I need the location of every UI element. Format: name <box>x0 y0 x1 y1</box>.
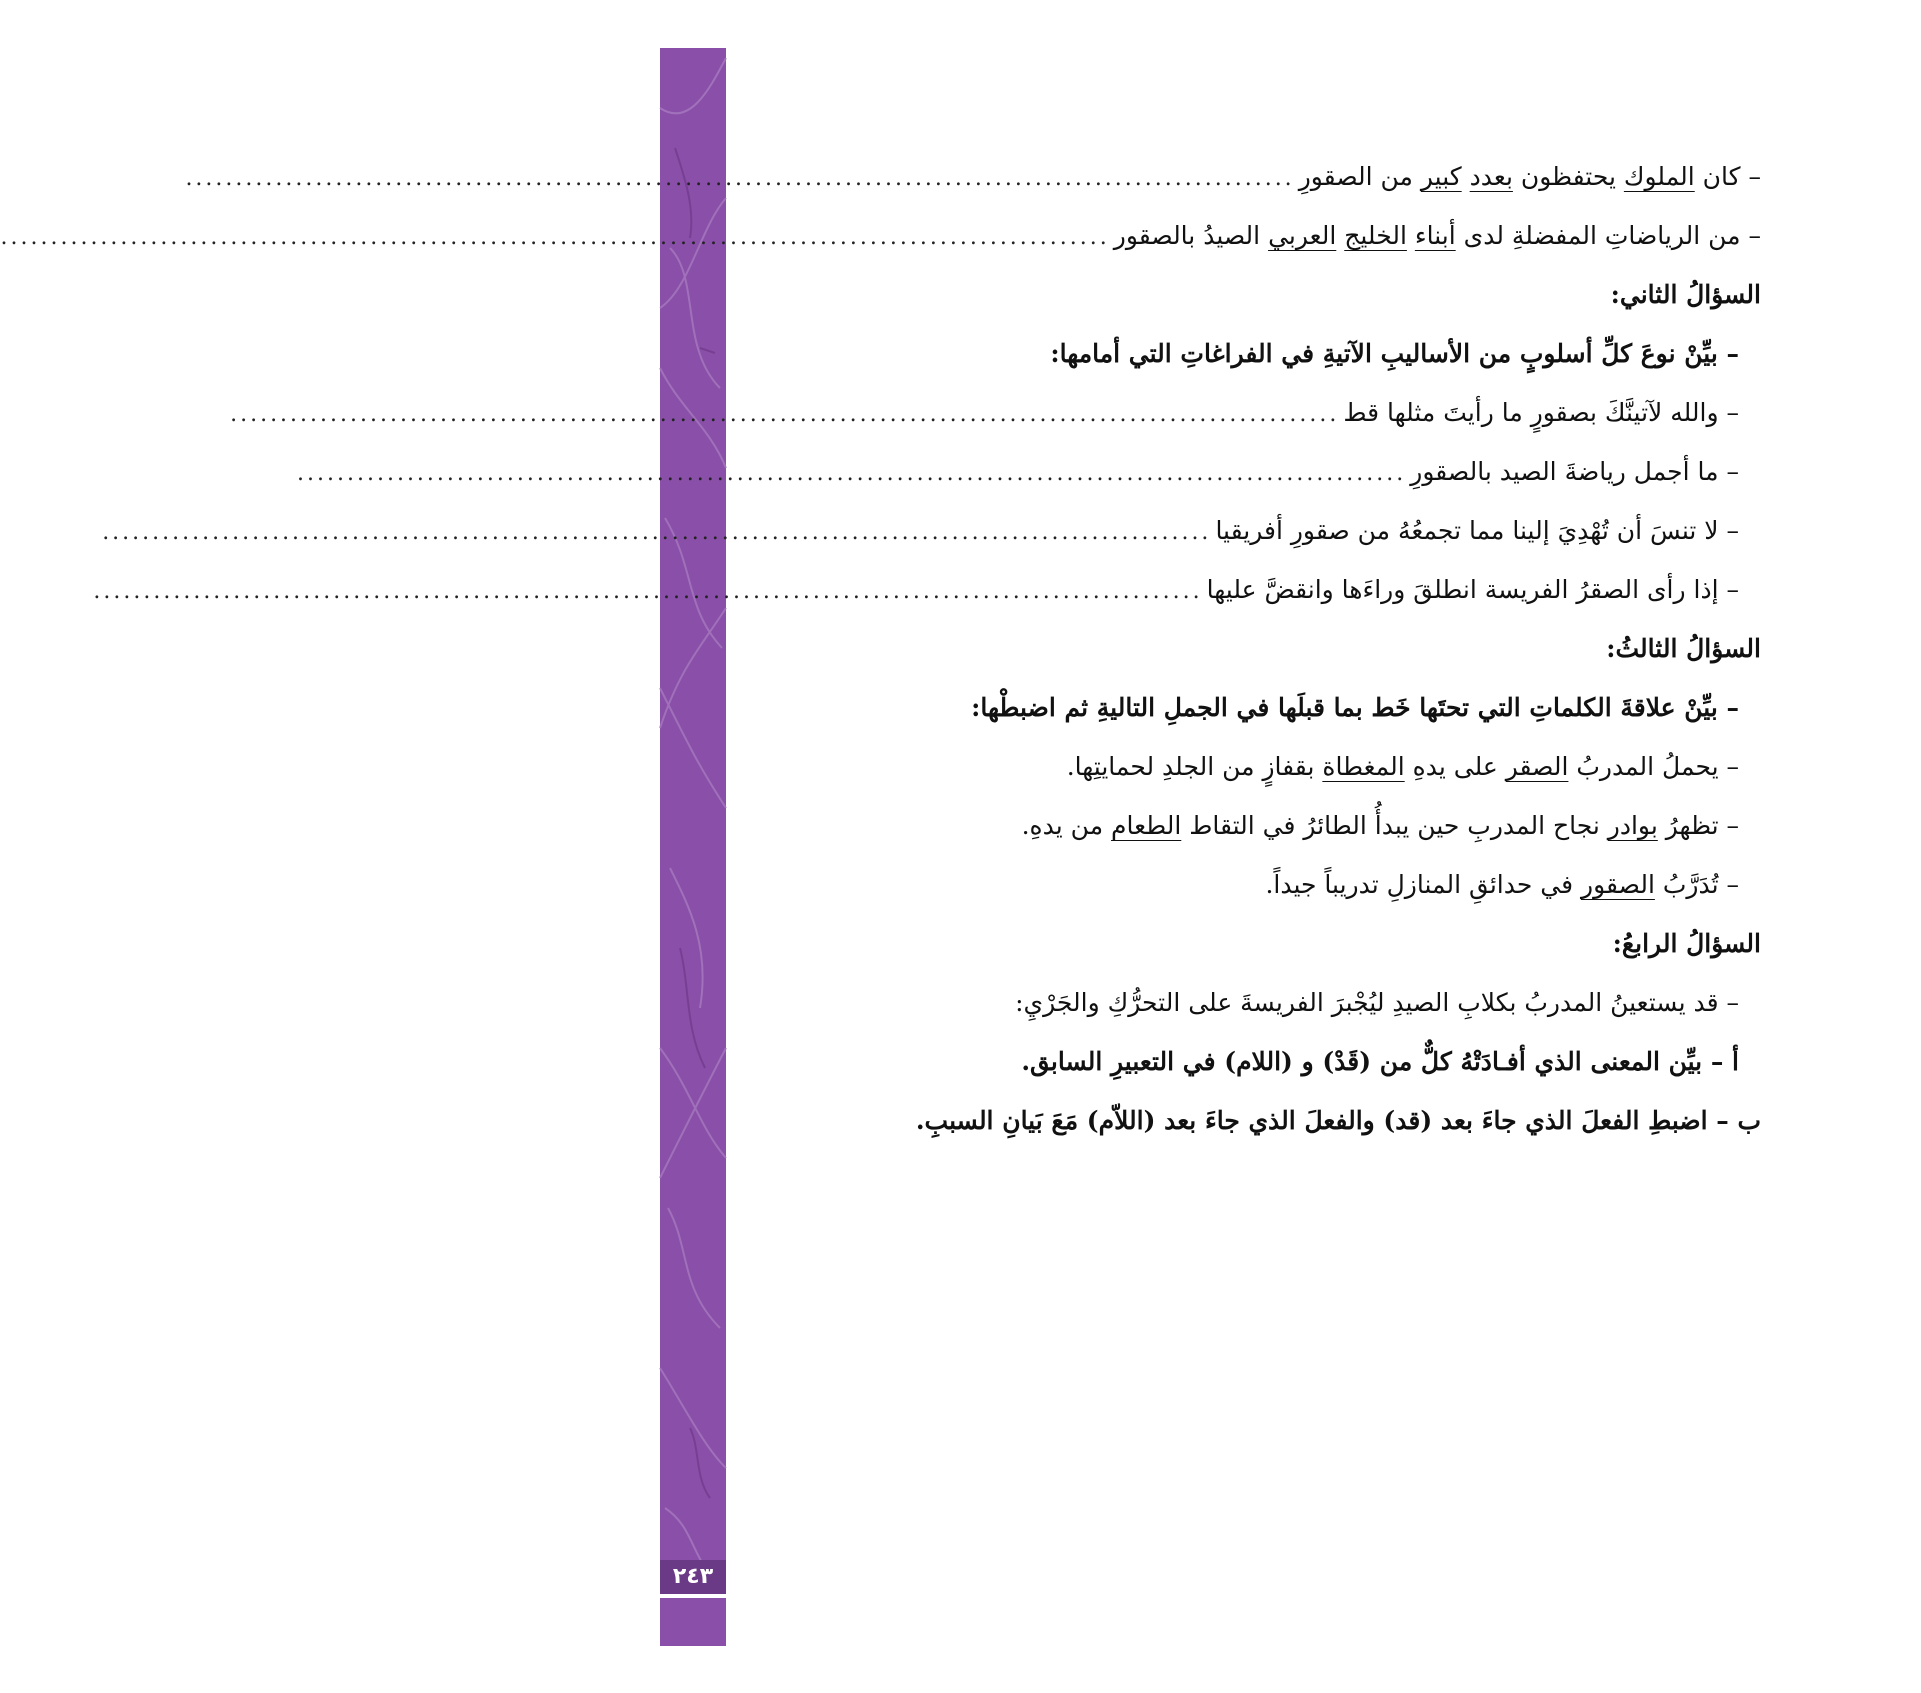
underlined-word: بعدد <box>1469 162 1513 191</box>
sentence-text <box>1114 217 1761 255</box>
sentence-fragment: – كان <box>1694 162 1761 191</box>
underlined-word: أبناء <box>1414 221 1456 250</box>
question-4-heading: السؤالُ الرابعُ: <box>1612 929 1761 958</box>
sentence-fragment: من الصقورِ <box>1298 162 1421 191</box>
sentence-text: – والله لآتينَّكَ بصقورٍ ما رأيتَ مثلها قط <box>1343 398 1739 427</box>
q2-item-4 <box>93 571 1761 609</box>
answer-blank[interactable]: ............................................................................................................... <box>93 579 1203 604</box>
sentence-fragment <box>1462 162 1470 191</box>
question-2-heading: السؤالُ الثاني: <box>1610 280 1761 309</box>
sentence-fragment: بقفازٍ من الجلدِ لحمايتِها. <box>1066 752 1323 781</box>
sentence-text <box>1265 866 1739 904</box>
answer-blank[interactable]: ............................................................................................................... <box>102 520 1212 545</box>
answer-blank[interactable]: ............................................................................................................... <box>0 225 1110 250</box>
sentence-fragment: الصيدُ بالصقور <box>1113 221 1269 250</box>
sentence-fragment <box>1407 221 1415 250</box>
q3-item-3 <box>756 866 1761 904</box>
underlined-word: الصقور <box>1581 870 1655 899</box>
sentence-fragment: – تظهرُ <box>1657 811 1739 840</box>
sentence-fragment: على يدهِ <box>1404 752 1506 781</box>
underlined-word: الملوك <box>1623 162 1695 191</box>
underlined-word: المغطاة <box>1322 752 1405 781</box>
sentence-text <box>1022 807 1739 845</box>
question-4-part-b: ب – اضبطِ الفعلَ الذي جاءَ بعد (قد) والفعلَ الذي جاءَ بعد (اللاّم) مَعَ بَيانِ السببِ. <box>915 1106 1761 1135</box>
sentence-text: – ما أجمل رياضةَ الصيد بالصقورِ <box>1410 457 1739 486</box>
q2-item-1 <box>230 394 1761 432</box>
question-3-instruction: – بيِّنْ علاقةَ الكلماتِ التي تحتَها خَط بما قبلَها في الجملِ التاليةِ ثم اضبطْها: <box>971 693 1739 722</box>
sentence-text <box>1067 748 1739 786</box>
q2-item-2 <box>297 453 1761 491</box>
page-number-divider <box>660 1594 726 1598</box>
underlined-word: العربي <box>1268 221 1337 250</box>
q3-item-1 <box>756 748 1761 786</box>
q3-item-2 <box>756 807 1761 845</box>
underlined-word: الخليج <box>1344 221 1407 250</box>
sentence-fragment: – تُدَرَّبُ <box>1654 870 1739 899</box>
worksheet-content <box>0 158 1761 1161</box>
question-4-statement: – قد يستعينُ المدربُ بكلابِ الصيدِ ليُجْبرَ الفريسةَ على التحرُّكِ والجَرْيِ: <box>1015 988 1739 1017</box>
question-2-instruction: – بيِّنْ نوعَ كلِّ أسلوبٍ من الأساليبِ الآتيةِ في الفراغاتِ التي أمامها: <box>1050 339 1739 368</box>
answer-blank[interactable]: ............................................................................................................... <box>297 461 1407 486</box>
sentence-text: – لا تنسَ أن تُهْدِيَ إلينا مما تجمعُهُ من صقورِ أفريقيا <box>1215 516 1739 545</box>
question-4-part-a: أ – بيِّن المعنى الذي أفـادَتْهُ كلٌّ من (قَدْ) و (اللام) في التعبيرِ السابق. <box>1021 1047 1739 1076</box>
q2-item-3 <box>102 512 1761 550</box>
sentence-fragment: من يدهِ. <box>1021 811 1112 840</box>
underlined-word: كبير <box>1420 162 1462 191</box>
sentence-fragment: – من الرياضاتِ المفضلةِ لدى <box>1455 221 1761 250</box>
question-3-heading: السؤالُ الثالثُ: <box>1606 634 1761 663</box>
sentence-fragment: – يحملُ المدربُ <box>1568 752 1739 781</box>
side-band-pattern <box>660 48 726 1646</box>
underlined-word: بوادر <box>1607 811 1658 840</box>
q1-line-1 <box>185 158 1761 196</box>
sentence-fragment: في حدائقِ المنازلِ تدريباً جيداً. <box>1265 870 1582 899</box>
sentence-text: – إذا رأى الصقرُ الفريسة انطلقَ وراءَها وانقضَّ عليها <box>1206 575 1739 604</box>
answer-blank[interactable]: ............................................................................................................... <box>185 166 1295 191</box>
page-number: ٢٤٣ <box>660 1560 726 1594</box>
q1-line-2 <box>0 217 1761 255</box>
sentence-text <box>1299 158 1761 196</box>
sentence-fragment: يحتفظون <box>1512 162 1624 191</box>
decorative-side-band <box>660 48 726 1646</box>
answer-blank[interactable]: ............................................................................................................... <box>230 402 1340 427</box>
underlined-word: الطعام <box>1111 811 1182 840</box>
sentence-fragment: نجاح المدربِ حين يبدأُ الطائرُ في التقاط <box>1181 811 1608 840</box>
underlined-word: الصقر <box>1505 752 1569 781</box>
